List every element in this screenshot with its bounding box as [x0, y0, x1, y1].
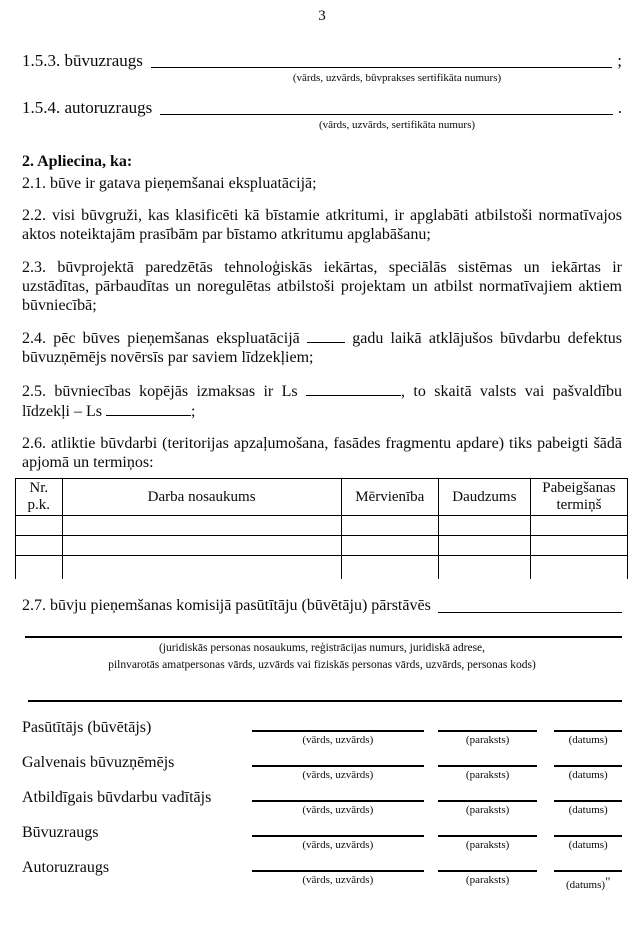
signature-caption: (paraksts) [465, 804, 510, 817]
signature-row-galvenais-buvuznemejs [22, 749, 622, 784]
table-row [16, 515, 628, 535]
clause-2-1: 2.1. būve ir gatava pieņemšanai ekspluatācijā; [22, 175, 317, 192]
field-autoruzraugs [22, 97, 622, 118]
representative-blank-line [25, 636, 622, 638]
clause-2-7-text: 2.7. būvju pieņemšanas komisijā pasūtītāju (būvētāju) pārstāvēs [22, 596, 431, 614]
signature-caption: (paraksts) [465, 839, 510, 852]
name-caption: (vārds, uzvārds) [302, 804, 374, 817]
signature-role-label: Būvuzraugs [22, 824, 99, 842]
field-autoruzraugs-punct: . [617, 98, 622, 117]
date-caption: (datums) [568, 804, 608, 817]
signature-row-pasutitajs [22, 714, 622, 749]
col-header-mervieniba: Mērvienība [341, 479, 438, 516]
signature-row-autoruzraugs [22, 854, 622, 892]
signature-caption: (paraksts) [465, 874, 510, 887]
signature-row-buvuzraugs [22, 819, 622, 854]
clause-2-4-blank-line [307, 328, 345, 343]
clause-2-5-blank-line-2 [106, 401, 191, 416]
name-caption: (vārds, uzvārds) [302, 874, 374, 887]
clause-2-5-part1: 2.5. būvniecības kopējās izmaksas ir Ls [22, 382, 307, 400]
signature-block [22, 714, 622, 892]
table-row [16, 535, 628, 555]
name-caption: (vārds, uzvārds) [302, 769, 374, 782]
signature-role-label: Atbildīgais būvdarbu vadītājs [22, 789, 212, 807]
clause-2-5 [22, 381, 622, 421]
date-caption [554, 872, 622, 892]
clause-2-6: 2.6. atliktie būvdarbi (teritorijas apzaļumošana, fasādes fragmentu apdare) tiks pabeigti šādā apjomā un termiņos: [22, 434, 622, 472]
col-header-daudzums: Daudzums [438, 479, 530, 516]
closing-quote: " [605, 874, 611, 890]
page-number: 3 [318, 8, 326, 24]
section-2-heading: 2. Apliecina, ka: [22, 153, 133, 170]
clause-2-2: 2.2. visi būvgruži, kas klasificēti kā bīstamie atkritumi, ir apglabāti atbilstoši normatīvajos aktos noteiktajām prasībām par bīstamo atkritumu apglabāšanu; [22, 207, 622, 244]
date-caption-text: (datums) [565, 879, 606, 892]
field-buvuzraugs-blank-line [151, 50, 612, 68]
field-buvuzraugs-punct: ; [617, 51, 622, 70]
signature-role-label: Galvenais būvuzņēmējs [22, 754, 175, 772]
clause-2-4-text-after: gadu laikā atklājušos būvdarbu defektus būvuzņēmējs novērsīs par saviem līdzekļiem; [22, 330, 622, 367]
clause-2-3: 2.3. būvprojektā paredzētās tehnoloģiskās iekārtas, speciālās sistēmas un iekārtas ir uzstādītas, pārbaudītas un noregulētas atbilstoši projektam un atbilst normatīvajiem aktiem būvniecībā; [22, 258, 622, 314]
representative-caption [22, 640, 622, 673]
field-autoruzraugs-caption: (vārds, uzvārds, sertifikāta numurs) [318, 119, 476, 131]
signature-section-divider [28, 700, 622, 702]
clause-2-4-text-before: 2.4. pēc būves pieņemšanas ekspluatācijā [22, 330, 307, 348]
signature-role-label: Autoruzraugs [22, 859, 110, 877]
field-autoruzraugs-blank-line [160, 97, 612, 115]
field-buvuzraugs [22, 50, 622, 71]
clause-2-5-blank-line-1 [306, 381, 401, 396]
signature-caption: (paraksts) [465, 769, 510, 782]
signature-row-atbildigais-vaditajs [22, 784, 622, 819]
field-autoruzraugs-label: 1.5.4. autoruzraugs [22, 98, 153, 117]
clause-2-7 [22, 596, 622, 615]
clause-2-7-blank-line [438, 596, 622, 613]
deferred-works-table [15, 478, 628, 579]
table-row [16, 555, 628, 579]
date-caption: (datums) [568, 769, 608, 782]
name-caption: (vārds, uzvārds) [302, 734, 374, 747]
field-buvuzraugs-label: 1.5.3. būvuzraugs [22, 51, 143, 70]
clause-2-5-part2: , to skaitā valsts vai pašvaldību līdzekļi – Ls [22, 382, 623, 420]
signature-caption: (paraksts) [465, 734, 510, 747]
representative-caption-line2: pilnvarotās amatpersonas vārds, uzvārds vai fiziskās personas vārds, uzvārds, personas kods) [108, 658, 536, 671]
clause-2-4 [22, 328, 622, 367]
col-header-pabeigsanas-termins: Pabeigšanas termiņš [530, 479, 627, 516]
signature-role-label: Pasūtītājs (būvētājs) [22, 719, 152, 737]
clause-2-5-part3: ; [190, 402, 196, 420]
name-caption: (vārds, uzvārds) [302, 839, 374, 852]
col-header-nr-pk: Nr. p.k. [16, 479, 63, 516]
col-header-darba-nosaukums: Darba nosaukums [62, 479, 341, 516]
representative-caption-line1: (juridiskās personas nosaukums, reģistrācijas numurs, juridiskā adrese, [158, 641, 486, 654]
date-caption: (datums) [568, 734, 608, 747]
table-header-row [16, 479, 628, 516]
date-caption: (datums) [568, 839, 608, 852]
field-buvuzraugs-caption: (vārds, uzvārds, būvprakses sertifikāta numurs) [292, 72, 502, 84]
